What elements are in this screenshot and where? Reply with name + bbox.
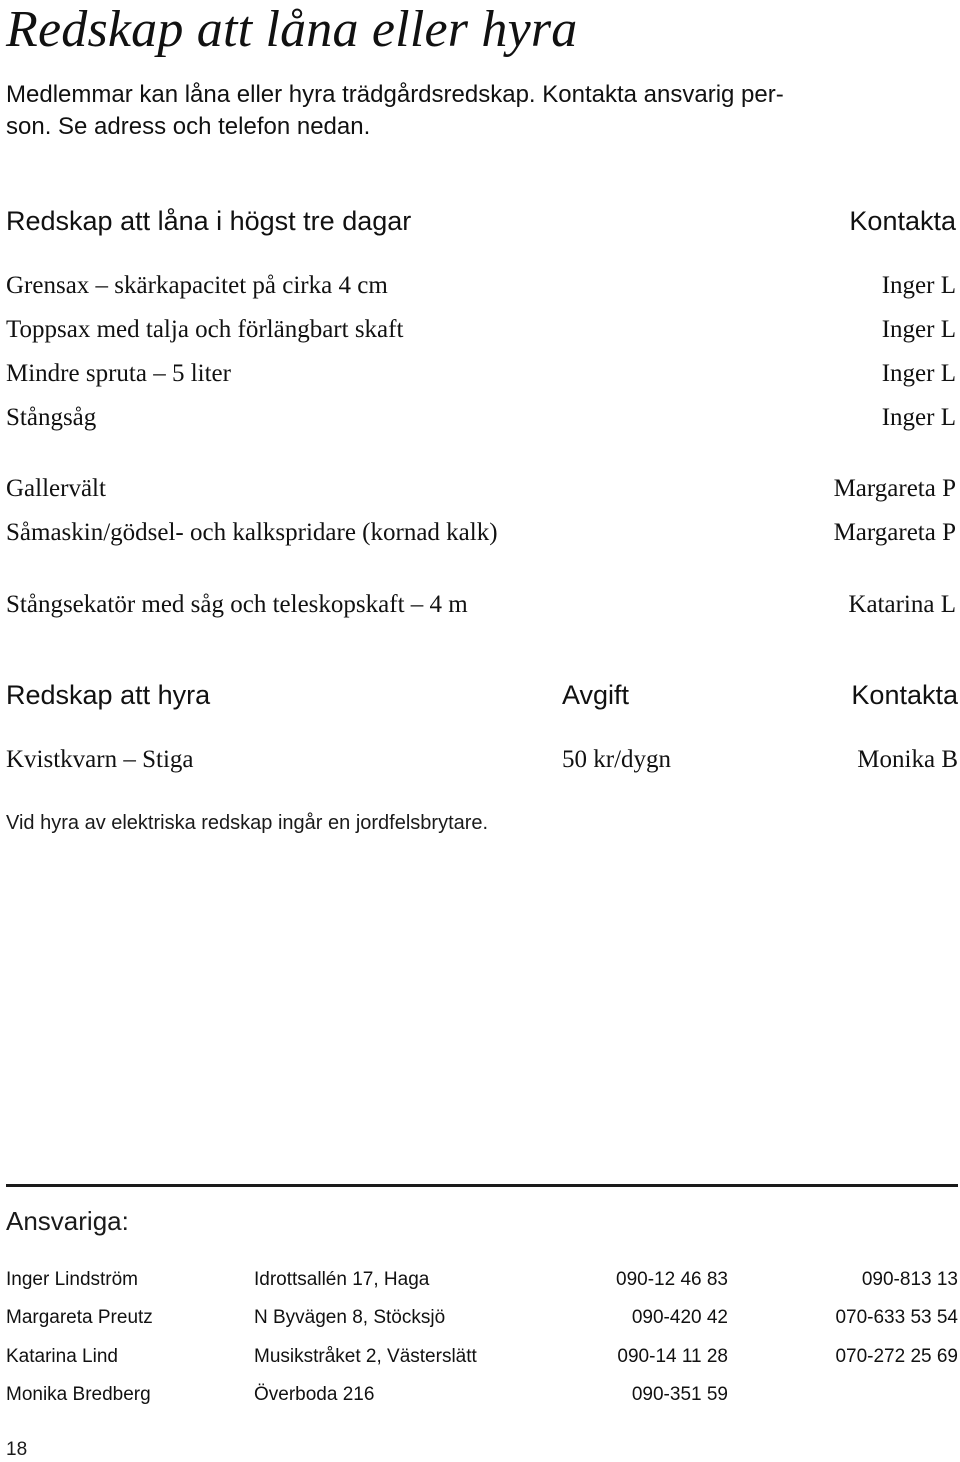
responsible-phone2: 070-633 53 54: [835, 1307, 958, 1328]
responsible-header: Ansvariga:: [6, 1206, 129, 1236]
responsible-name: Margareta Preutz: [6, 1307, 153, 1328]
rent-item-fee: 50 kr/dygn: [562, 746, 672, 773]
page-number: 18: [6, 1439, 28, 1460]
borrow-item-contact: Margareta P: [833, 519, 956, 546]
borrow-item-name: Stångsekatör med såg och teleskopskaft – 4 m: [6, 591, 468, 618]
responsible-address: Idrottsallén 17, Haga: [254, 1269, 430, 1290]
rent-note: Vid hyra av elektriska redskap ingår en jordfelsbrytare.: [6, 812, 489, 834]
rent-contact-header: Kontakta: [851, 680, 958, 710]
section-divider: [6, 1184, 958, 1187]
borrow-item-name: Mindre spruta – 5 liter: [6, 360, 231, 387]
responsible-address: Överboda 216: [254, 1384, 375, 1405]
intro-line-1: Medlemmar kan låna eller hyra trädgårdsredskap. Kontakta ansvarig per-: [6, 81, 784, 108]
responsible-address: Musikstråket 2, Västerslätt: [254, 1346, 477, 1367]
responsible-phone1: 090-14 11 28: [617, 1346, 728, 1367]
borrow-item-name: Gallervält: [6, 475, 106, 502]
rent-section-header: Redskap att hyra: [6, 680, 211, 710]
borrow-section-header: Redskap att låna i högst tre dagar: [6, 206, 412, 236]
responsible-name: Katarina Lind: [6, 1346, 118, 1367]
responsible-phone1: 090-351 59: [631, 1384, 728, 1405]
borrow-item-name: Grensax – skärkapacitet på cirka 4 cm: [6, 272, 388, 299]
responsible-address: N Byvägen 8, Stöcksjö: [254, 1307, 446, 1328]
borrow-item-contact: Inger L: [881, 272, 956, 299]
page-title: Redskap att låna eller hyra: [6, 1, 578, 58]
borrow-item-name: Toppsax med talja och förlängbart skaft: [6, 316, 404, 343]
responsible-phone2: 070-272 25 69: [835, 1346, 958, 1367]
borrow-item-contact: Inger L: [881, 316, 956, 343]
responsible-phone2: 090-813 13: [861, 1269, 958, 1290]
borrow-item-contact: Katarina L: [848, 591, 956, 618]
borrow-item-name: Stångsåg: [6, 404, 97, 431]
borrow-item-contact: Inger L: [881, 360, 956, 387]
intro-line-2: son. Se adress och telefon nedan.: [6, 113, 371, 140]
rent-item-contact: Monika B: [857, 746, 958, 773]
borrow-contact-header: Kontakta: [849, 206, 956, 236]
responsible-phone1: 090-12 46 83: [616, 1269, 728, 1290]
responsible-name: Inger Lindström: [6, 1269, 139, 1290]
responsible-name: Monika Bredberg: [6, 1384, 151, 1405]
rent-fee-header: Avgift: [562, 680, 630, 710]
borrow-item-contact: Margareta P: [833, 475, 956, 502]
rent-item-name: Kvistkvarn – Stiga: [6, 746, 194, 773]
responsible-phone1: 090-420 42: [631, 1307, 728, 1328]
borrow-item-contact: Inger L: [881, 404, 956, 431]
borrow-item-name: Såmaskin/gödsel- och kalkspridare (kornad kalk): [6, 519, 498, 546]
